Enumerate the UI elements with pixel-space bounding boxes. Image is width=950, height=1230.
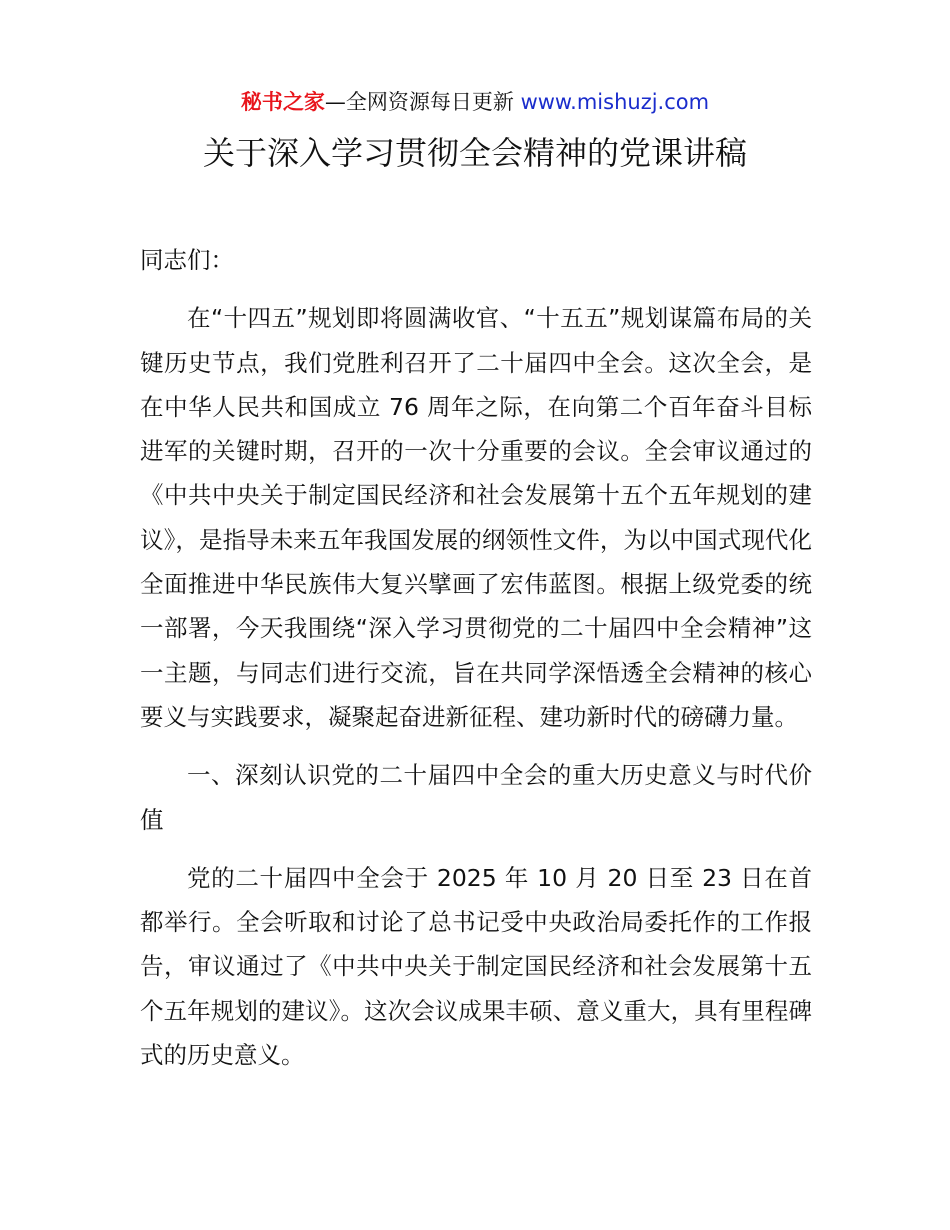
brand-name: 秘书之家 bbox=[240, 90, 325, 114]
site-url-link[interactable]: www.mishuzj.com bbox=[520, 90, 710, 114]
document-title: 关于深入学习贯彻全会精神的党课讲稿 bbox=[202, 134, 747, 172]
section-heading-1: 一、深刻认识党的二十届四中全会的重大历史意义与时代价值 bbox=[140, 761, 812, 834]
paragraph-intro: 在“十四五”规划即将圆满收官、“十五五”规划谋篇布局的关键历史节点，我们党胜利召开了二十届四中全会。这次全会，是在中华人民共和国成立 76 周年之际，在向第二个百年奋斗目标进军的关键时期，召开的一次十分重要的会议。全会审议通过的《中共中央关于制定国民经济和社会发展第十五个五年规划的建议》，是指导未来五年我国发展的纲领性文件，为以中国式现代化全面推进中华民族伟大复兴擘画了宏伟蓝图。根据上级党委的统一部署，今天我围绕“深入学习贯彻党的二十届四中全会精神”这一主题，与同志们进行交流，旨在共同学深悟透全会精神的核心要义与实践要求，凝聚起奋进新征程、建功新时代的磅礴力量。 bbox=[140, 304, 812, 731]
salutation: 同志们： bbox=[140, 246, 234, 274]
document-body bbox=[140, 238, 812, 1077]
site-header bbox=[0, 86, 950, 118]
header-tagline: —全网资源每日更新 bbox=[324, 90, 521, 114]
paragraph-section-1: 党的二十届四中全会于 2025 年 10 月 20 日至 23 日在首都举行。全会听取和讨论了总书记受中央政治局委托作的工作报告，审议通过了《中共中央关于制定国民经济和社会发展第十五个五年规划的建议》。这次会议成果丰硕、意义重大，具有里程碑式的历史意义。 bbox=[140, 863, 812, 1070]
